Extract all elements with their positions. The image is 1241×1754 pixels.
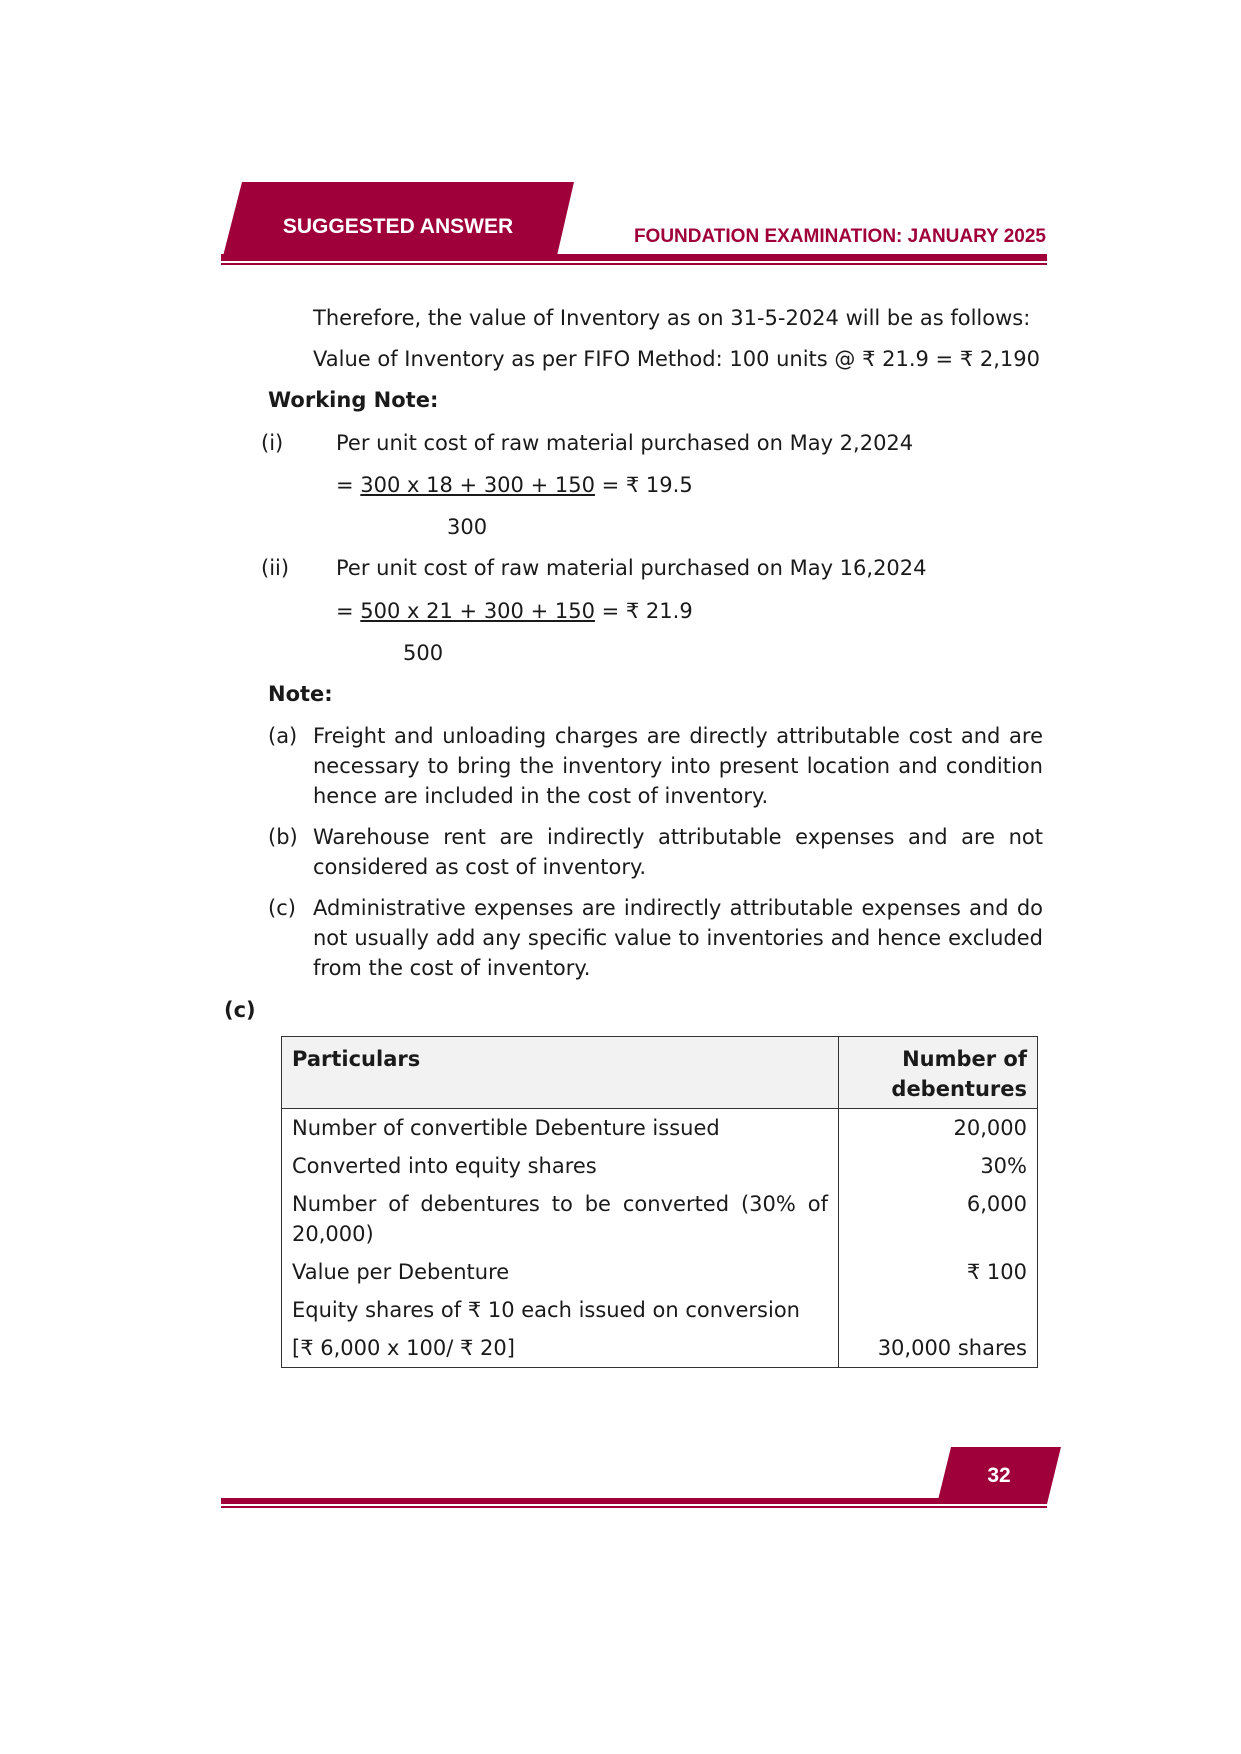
working-note-marker-ii: (ii)	[261, 556, 290, 580]
footer-rule	[221, 1498, 1047, 1504]
table-row	[282, 1253, 1038, 1291]
equation-ii-result: = ₹ 21.9	[601, 599, 693, 623]
part-c-label: (c)	[224, 998, 256, 1022]
equation-ii-prefix: =	[336, 599, 354, 623]
note-marker-a: (a)	[268, 724, 298, 748]
equation-i-numerator: 300 x 18 + 300 + 150	[360, 473, 595, 497]
note-text-b: Warehouse rent are indirectly attributable expenses and are not considered as cost of inventory.	[313, 825, 1043, 879]
table-cell-particular: Equity shares of ₹ 10 each issued on conversion	[282, 1291, 839, 1329]
working-note-text-ii: Per unit cost of raw material purchased on May 16,2024	[336, 556, 927, 580]
exam-title: FOUNDATION EXAMINATION: JANUARY 2025	[633, 226, 1046, 247]
table-cell-particular: [₹ 6,000 x 100/ ₹ 20]	[282, 1329, 839, 1368]
table-cell-particular: Value per Debenture	[282, 1253, 839, 1291]
footer-rule-thin	[221, 1506, 1047, 1508]
table-cell-value	[839, 1291, 1038, 1329]
equation-i	[336, 470, 693, 500]
table-cell-value: ₹ 100	[839, 1253, 1038, 1291]
table-row	[282, 1291, 1038, 1329]
equation-i-result: = ₹ 19.5	[601, 473, 693, 497]
note-heading: Note:	[268, 682, 333, 706]
intro-line-2: Value of Inventory as per FIFO Method: 100 units @ ₹ 21.9 = ₹ 2,190	[313, 347, 1040, 371]
table-cell-particular: Converted into equity shares	[282, 1147, 839, 1185]
working-note-marker-i: (i)	[261, 431, 284, 455]
header-tab-label: SUGGESTED ANSWER	[282, 215, 514, 238]
page-number: 32	[987, 1464, 1011, 1487]
table-cell-value: 30%	[839, 1147, 1038, 1185]
table-cell-value: 20,000	[839, 1109, 1038, 1148]
intro-line-1: Therefore, the value of Inventory as on 31-5-2024 will be as follows:	[313, 306, 1031, 330]
note-marker-c: (c)	[268, 896, 296, 920]
equation-i-prefix: =	[336, 473, 354, 497]
table-row	[282, 1329, 1038, 1368]
note-marker-b: (b)	[268, 825, 298, 849]
debenture-conversion-table	[281, 1036, 1038, 1368]
working-note-heading: Working Note:	[268, 388, 439, 412]
table-cell-value: 6,000	[839, 1185, 1038, 1253]
table-cell-particular: Number of convertible Debenture issued	[282, 1109, 839, 1148]
table-header-number-of-debentures: Number of debentures	[839, 1037, 1038, 1109]
table-row	[282, 1147, 1038, 1185]
equation-ii-denominator: 500	[403, 641, 444, 665]
table-row	[282, 1109, 1038, 1148]
table-cell-particular: Number of debentures to be converted (30% of 20,000)	[282, 1185, 839, 1253]
equation-i-denominator: 300	[447, 515, 488, 539]
table-row	[282, 1185, 1038, 1253]
header-rule	[221, 254, 1047, 261]
note-text-c: Administrative expenses are indirectly attributable expenses and do not usually add any specific value to inventories and hence excluded from the cost of inventory.	[313, 896, 1043, 980]
table-header-particulars: Particulars	[282, 1037, 839, 1109]
equation-ii-numerator: 500 x 21 + 300 + 150	[360, 599, 595, 623]
table-cell-value: 30,000 shares	[839, 1329, 1038, 1368]
header-rule-thin	[221, 263, 1047, 265]
working-note-text-i: Per unit cost of raw material purchased on May 2,2024	[336, 431, 914, 455]
equation-ii	[336, 596, 693, 626]
table-header-row	[282, 1037, 1038, 1109]
note-text-a: Freight and unloading charges are directly attributable cost and are necessary to bring the inventory into present location and condition hence are included in the cost of inventory.	[313, 724, 1043, 808]
